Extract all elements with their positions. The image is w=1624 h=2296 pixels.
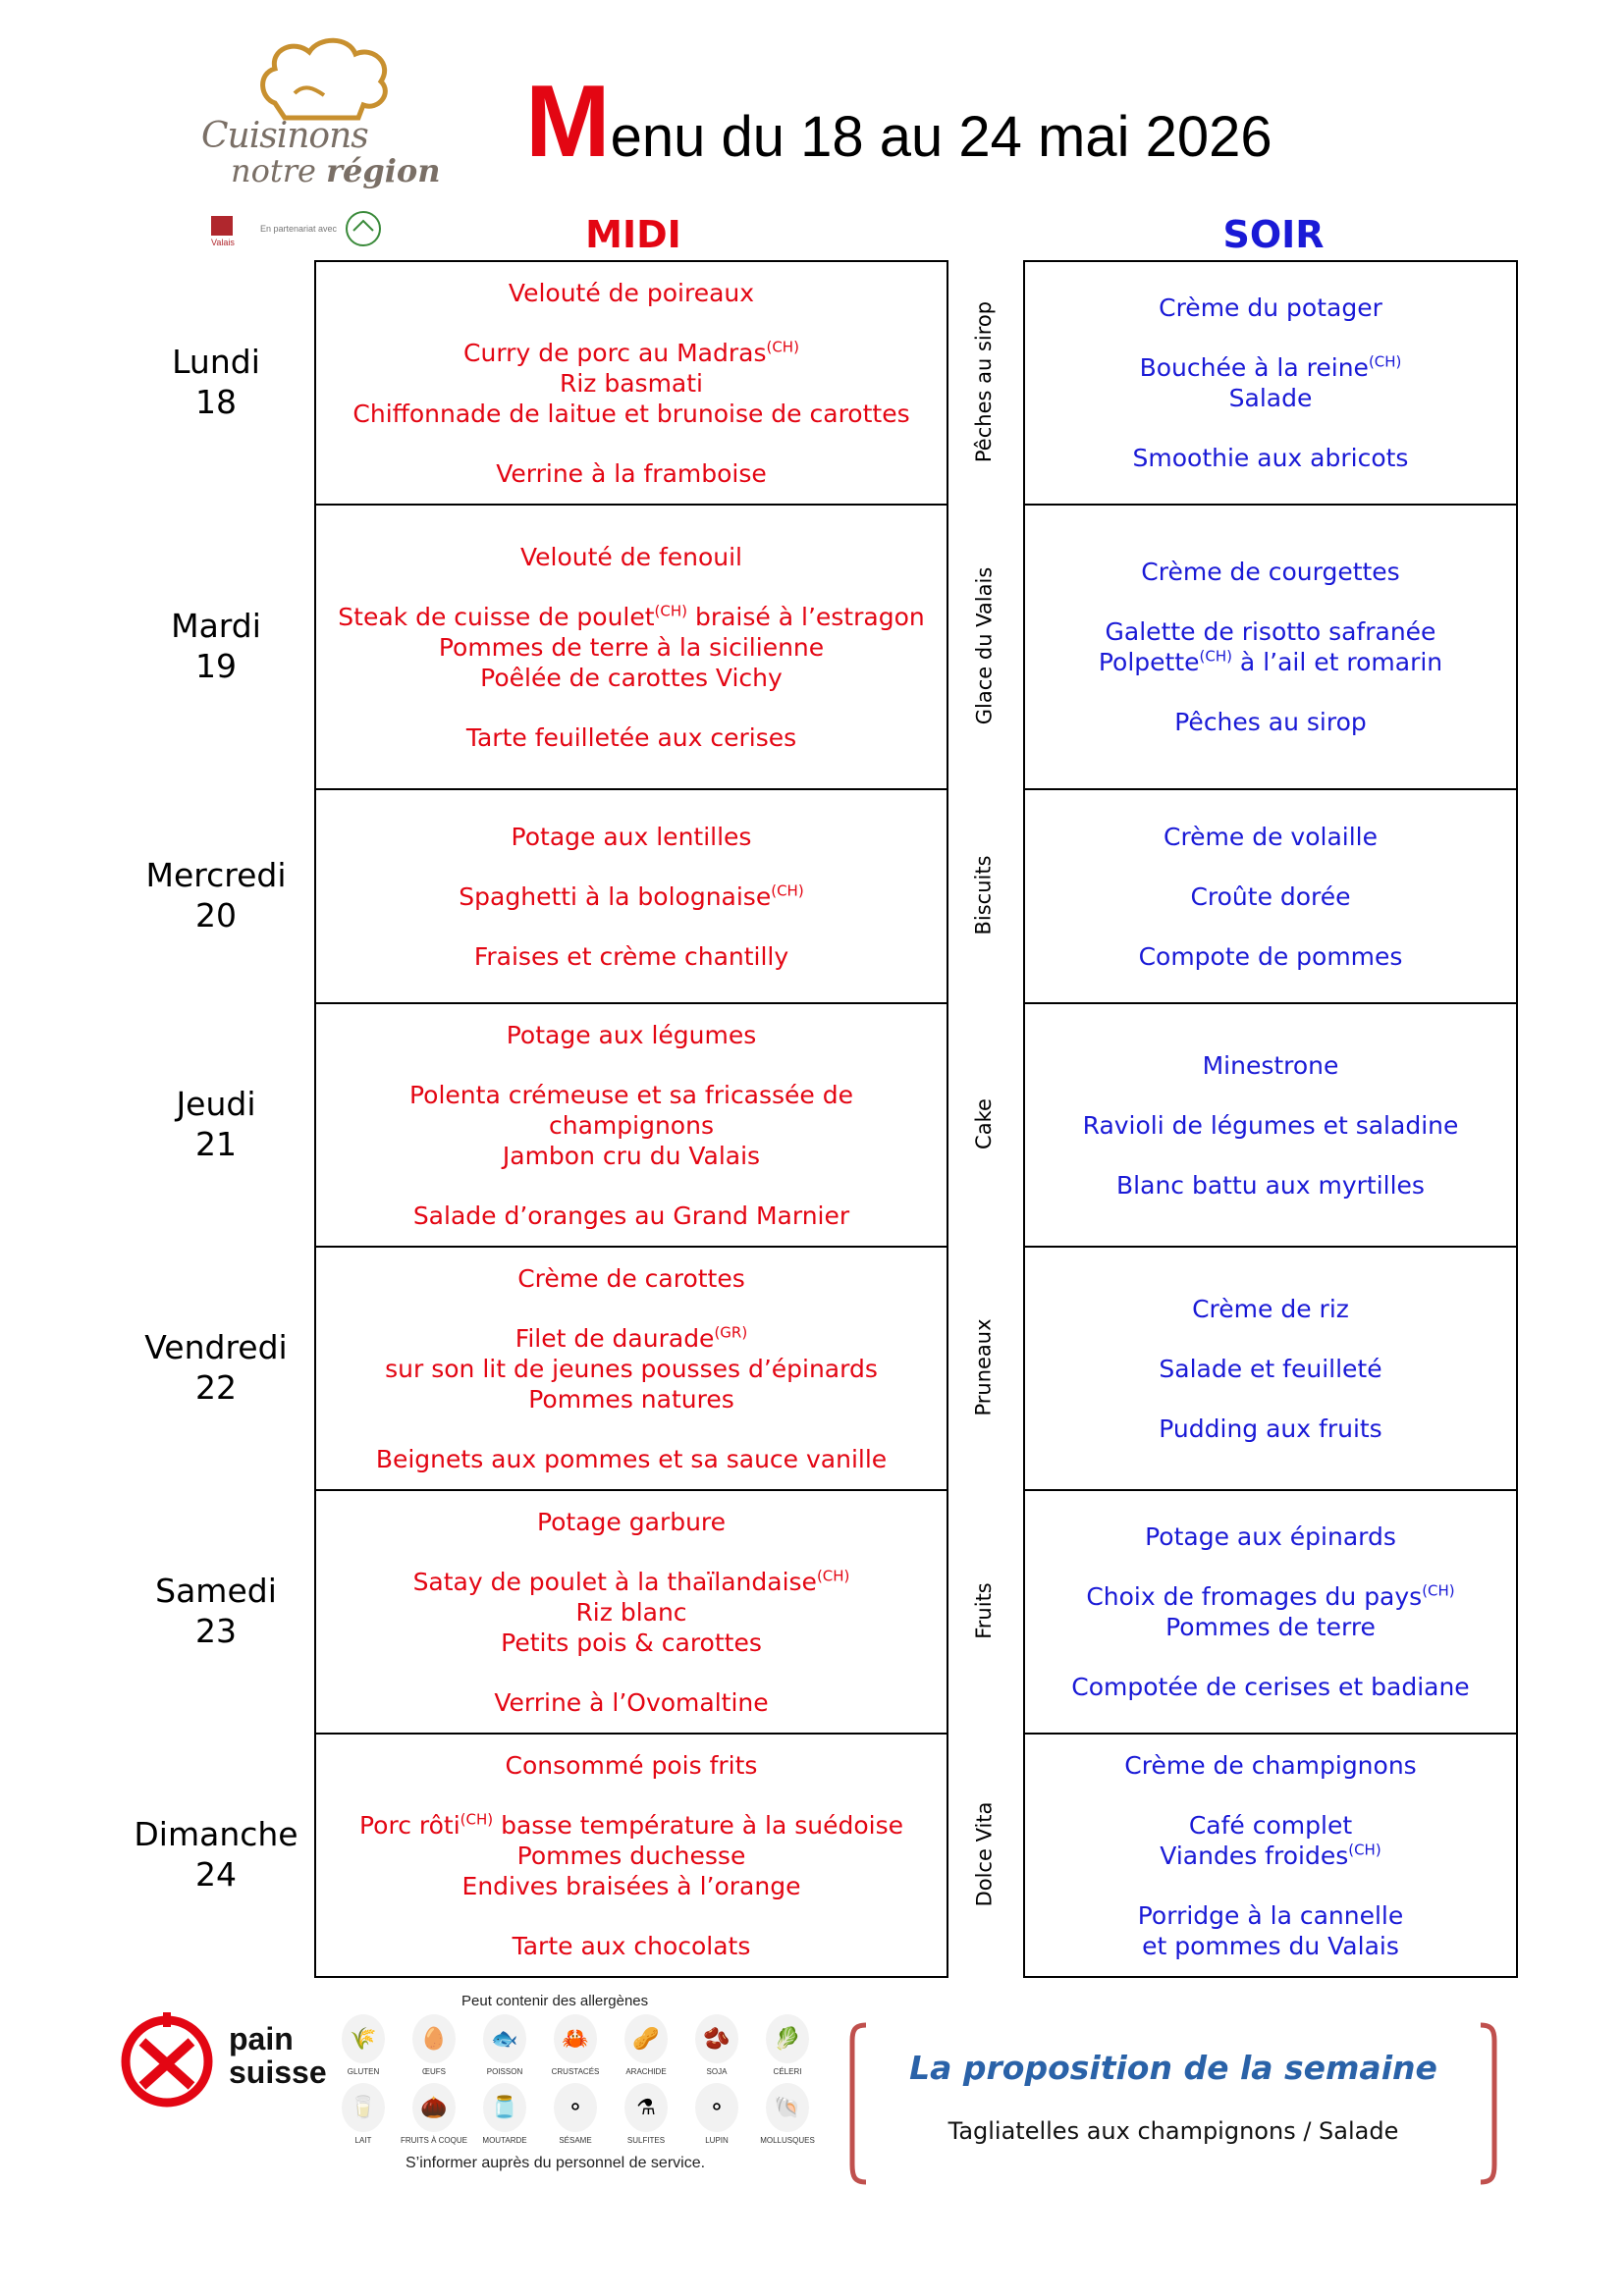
midi-dish — [409, 1080, 853, 1110]
dish-text: Velouté de fenouil — [519, 542, 742, 571]
allergen-panel — [329, 1993, 820, 2179]
allergen-label: CÉLERI — [773, 2067, 802, 2076]
day-name: Jeudi — [176, 1085, 256, 1123]
day-number: 24 — [195, 1855, 237, 1894]
dish-text: Viandes froides — [1160, 1841, 1349, 1870]
midi-cell-vendredi — [316, 1248, 947, 1491]
dish-text: Crème de riz — [1192, 1294, 1349, 1323]
day-label-mardi — [118, 606, 314, 686]
midi-cell-lundi — [316, 262, 947, 506]
midi-dish — [439, 632, 824, 663]
allergen-icon: 🌾 — [342, 2014, 385, 2063]
allergen-icon: 🦀 — [554, 2014, 597, 2063]
allergen-œufs — [400, 2014, 468, 2076]
midi-dish — [509, 278, 754, 308]
midi-dish — [496, 458, 767, 489]
origin-tag: (CH) — [816, 1567, 850, 1585]
day-name: Mercredi — [145, 856, 287, 894]
soir-cell-samedi — [1025, 1491, 1516, 1735]
midi-dish — [501, 1628, 762, 1658]
dish-text: Compote de pommes — [1138, 941, 1403, 971]
logo-line1: Cuisinons — [201, 116, 368, 156]
dish-text: Potage aux légumes — [506, 1020, 757, 1049]
allergen-label: CRUSTACÉS — [551, 2067, 600, 2076]
pain-suisse-cross-icon — [113, 2007, 226, 2110]
midi-dish — [352, 399, 909, 429]
allergen-label: FRUITS À COQUE — [400, 2136, 467, 2145]
day-name: Lundi — [172, 343, 260, 381]
soir-cell-mardi — [1025, 506, 1516, 790]
allergen-icon: 🥚 — [412, 2014, 456, 2063]
dish-text: Salade — [1228, 384, 1313, 412]
soir-table — [1023, 260, 1518, 1978]
soir-dish — [1083, 1110, 1459, 1141]
dish-text: champignons — [549, 1110, 714, 1140]
origin-tag: (CH) — [1422, 1581, 1455, 1600]
soir-dish — [1133, 443, 1409, 473]
allergen-icon: 🌰 — [412, 2083, 456, 2132]
logo-line2: notre région — [231, 152, 441, 189]
soir-dish — [1159, 1354, 1381, 1384]
valais-label: Valais — [211, 238, 235, 247]
allergen-gluten — [329, 2014, 398, 2076]
day-label-lundi — [118, 342, 314, 422]
dish-text: Potage garbure — [536, 1507, 727, 1536]
soir-heading: SOIR — [1222, 213, 1325, 256]
dish-text: Potage aux épinards — [1145, 1522, 1396, 1551]
dish-text: Pêches au sirop — [1174, 708, 1367, 736]
soir-dish — [1124, 1750, 1416, 1781]
dessert-text: Glace du Valais — [972, 566, 997, 725]
allergen-icon: 🫘 — [695, 2014, 738, 2063]
midi-dish — [413, 1201, 849, 1231]
dish-text: Crème du potager — [1159, 294, 1382, 322]
dish-text: Verrine à la framboise — [496, 458, 767, 488]
allergen-lupin — [682, 2083, 751, 2145]
day-label-vendredi — [118, 1327, 314, 1408]
allergen-soja — [682, 2014, 751, 2076]
dessert-label — [945, 504, 1023, 788]
midi-cell-jeudi — [316, 1004, 947, 1248]
origin-tag: (CH) — [766, 338, 799, 356]
dish-text: Galette de risotto safranée — [1105, 617, 1436, 646]
dish-text: Velouté de poireaux — [508, 278, 755, 307]
origin-tag: (CH) — [1348, 1841, 1381, 1859]
dish-text: braisé à l’estragon — [687, 602, 925, 631]
day-label-mercredi — [118, 855, 314, 935]
midi-dish — [513, 1931, 751, 1961]
soir-dish — [1229, 383, 1313, 413]
dish-text: Petits pois & carottes — [501, 1628, 762, 1657]
allergen-sésame — [541, 2083, 610, 2145]
allergen-moutarde — [470, 2083, 539, 2145]
pain-suisse-text: pain suisse — [229, 2021, 327, 2090]
allergen-label: LAIT — [354, 2136, 372, 2145]
midi-dish — [506, 1750, 758, 1781]
dish-text: à l’ail et romarin — [1231, 648, 1443, 676]
allergen-label: GLUTEN — [347, 2067, 380, 2076]
soir-dish — [1165, 1612, 1376, 1642]
soir-cell-mercredi — [1025, 790, 1516, 1004]
dessert-text: Fruits — [971, 1582, 996, 1639]
dish-text: Blanc battu aux myrtilles — [1116, 1170, 1425, 1200]
soir-dish — [1099, 647, 1442, 677]
midi-dish — [517, 1263, 745, 1294]
dish-text: Ravioli de légumes et saladine — [1082, 1110, 1459, 1140]
midi-dish — [359, 1810, 903, 1841]
dish-text: Polpette — [1098, 648, 1200, 676]
dish-text: Chiffonnade de laitue et brunoise de carottes — [352, 399, 910, 428]
origin-tag: (CH) — [460, 1810, 494, 1829]
midi-dish — [549, 1110, 714, 1141]
dish-text: sur son lit de jeunes pousses d’épinards — [385, 1354, 878, 1383]
soir-dish — [1190, 881, 1350, 912]
midi-dish — [507, 1020, 757, 1050]
dish-text: Potage aux lentilles — [511, 822, 752, 851]
dish-text: Salade d’oranges au Grand Marnier — [412, 1201, 850, 1230]
allergen-label: SÉSAME — [559, 2136, 592, 2145]
allergen-icon: ⚬ — [695, 2083, 738, 2132]
dessert-text: Cake — [972, 1098, 996, 1149]
dish-text: Crème de champignons — [1124, 1750, 1417, 1780]
day-name: Dimanche — [134, 1815, 298, 1853]
midi-table — [314, 260, 948, 1978]
allergen-sulfites — [612, 2083, 680, 2145]
allergen-label: SULFITES — [626, 2136, 666, 2145]
partner-label: En partenariat avec — [260, 224, 338, 234]
dish-text: Minestrone — [1202, 1050, 1339, 1080]
allergen-icon: ⚗ — [624, 2083, 668, 2132]
origin-tag: (CH) — [771, 881, 804, 900]
midi-dish — [462, 1871, 801, 1901]
allergen-icon: ⚬ — [554, 2083, 597, 2132]
dish-text: Curry de porc au Madras — [463, 338, 767, 367]
soir-cell-lundi — [1025, 262, 1516, 506]
dish-text: Smoothie aux abricots — [1132, 444, 1409, 472]
midi-dish — [494, 1687, 768, 1718]
soir-dish — [1160, 1841, 1380, 1871]
proposal-brackets — [844, 2017, 1502, 2189]
soir-dish — [1071, 1672, 1469, 1702]
dish-text: Pommes natures — [528, 1384, 734, 1414]
soir-dish — [1192, 1294, 1349, 1324]
soir-dish — [1145, 1522, 1396, 1552]
day-name: Vendredi — [144, 1328, 288, 1366]
dish-text: Pudding aux fruits — [1159, 1414, 1382, 1443]
valais-flag-icon — [211, 216, 233, 236]
allergen-label: MOUTARDE — [482, 2136, 527, 2145]
midi-dish — [520, 542, 742, 572]
midi-dish — [338, 602, 924, 632]
day-number: 18 — [195, 383, 237, 421]
dessert-label — [945, 1489, 1023, 1733]
allergen-crustacés — [541, 2014, 610, 2076]
allergen-icon: 🫙 — [483, 2083, 526, 2132]
soir-dish — [1159, 293, 1382, 323]
dish-text: Consommé pois frits — [505, 1750, 758, 1780]
midi-dish — [575, 1597, 686, 1628]
allergen-label: MOLLUSQUES — [760, 2136, 815, 2145]
dessert-text: Biscuits — [972, 855, 997, 935]
midi-dish — [560, 368, 703, 399]
allergen-label: ŒUFS — [422, 2067, 446, 2076]
dish-text: Bouchée à la reine — [1139, 353, 1369, 382]
dish-text: Porridge à la cannelle — [1137, 1900, 1404, 1930]
midi-dish — [463, 338, 799, 368]
dessert-label — [945, 260, 1023, 504]
allergen-label: POISSON — [486, 2067, 523, 2076]
dish-text: Pommes de terre à la sicilienne — [438, 632, 825, 662]
allergen-poisson — [470, 2014, 539, 2076]
midi-dish — [474, 941, 788, 972]
pain-suisse-logo — [113, 2007, 327, 2110]
soir-dish — [1139, 941, 1403, 972]
dish-text: Fraises et crème chantilly — [473, 941, 789, 971]
allergen-lait — [329, 2083, 398, 2145]
soir-dish — [1164, 822, 1378, 852]
midi-dish — [512, 822, 752, 852]
soir-cell-vendredi — [1025, 1248, 1516, 1491]
dessert-text: Pruneaux — [972, 1318, 997, 1416]
allergen-icon: 🥛 — [342, 2083, 385, 2132]
allergen-label: ARACHIDE — [625, 2067, 667, 2076]
allergen-mollusques — [753, 2083, 822, 2145]
day-name: Samedi — [155, 1572, 277, 1610]
allergen-label: LUPIN — [705, 2136, 729, 2145]
midi-dish — [515, 1323, 747, 1354]
midi-dish — [385, 1354, 878, 1384]
dish-text: Crème de carottes — [517, 1263, 745, 1293]
soir-dish — [1141, 557, 1399, 587]
day-label-jeudi — [118, 1084, 314, 1164]
soir-dish — [1086, 1581, 1454, 1612]
midi-cell-dimanche — [316, 1735, 947, 1978]
origin-tag: (CH) — [1199, 647, 1232, 666]
dish-text: Jambon cru du Valais — [502, 1141, 761, 1170]
midi-cell-samedi — [316, 1491, 947, 1735]
dish-text: Tarte feuilletée aux cerises — [465, 722, 797, 752]
day-number: 21 — [195, 1125, 237, 1163]
dish-text: Riz basmati — [559, 368, 704, 398]
dish-text: Salade et feuilleté — [1159, 1354, 1382, 1383]
dish-text: Steak de cuisse de poulet — [338, 602, 655, 631]
day-number: 22 — [195, 1368, 237, 1407]
midi-dish — [517, 1841, 746, 1871]
page-title — [525, 65, 1272, 179]
soir-dish — [1140, 352, 1402, 383]
title-initial: M — [525, 65, 611, 179]
proposal-title: La proposition de la semaine — [909, 2049, 1437, 2087]
dish-text: Beignets aux pommes et sa sauce vanille — [375, 1444, 888, 1473]
allergen-footer: S’informer auprès du personnel de service. — [406, 2155, 706, 2171]
allergen-icon: 🐚 — [766, 2083, 809, 2132]
midi-dish — [376, 1444, 887, 1474]
midi-dish — [413, 1567, 850, 1597]
midi-dish — [537, 1507, 726, 1537]
dish-text: Spaghetti à la bolognaise — [459, 881, 772, 911]
dish-text: Café complet — [1188, 1810, 1353, 1840]
midi-dish — [528, 1384, 734, 1415]
allergen-fruits-à-coque — [400, 2083, 468, 2145]
proposal-text: Tagliatelles aux champignons / Salade — [947, 2117, 1399, 2145]
dessert-label — [945, 1733, 1023, 1976]
dish-text: Satay de poulet à la thaïlandaise — [412, 1567, 817, 1596]
dessert-label — [945, 788, 1023, 1002]
soir-dish — [1116, 1170, 1425, 1201]
dish-text: Tarte aux chocolats — [512, 1931, 751, 1960]
dish-text: Croûte dorée — [1190, 881, 1351, 911]
dish-text: Poêlée de carottes Vichy — [480, 663, 783, 692]
allergen-icon: 🐟 — [483, 2014, 526, 2063]
soir-dish — [1189, 1810, 1352, 1841]
dish-text: Pommes duchesse — [516, 1841, 746, 1870]
allergen-icon: 🥜 — [624, 2014, 668, 2063]
dish-text: Choix de fromages du pays — [1086, 1582, 1423, 1611]
origin-tag: (GR) — [714, 1323, 748, 1342]
soir-dish — [1203, 1050, 1339, 1081]
soir-dish — [1174, 707, 1366, 737]
chef-hat-icon — [255, 34, 403, 123]
soir-dish — [1159, 1414, 1381, 1444]
dessert-label — [945, 1002, 1023, 1246]
midi-dish — [480, 663, 783, 693]
allergen-heading: Peut contenir des allergènes — [461, 1993, 649, 2009]
dish-text: et pommes du Valais — [1142, 1931, 1399, 1960]
midi-dish — [466, 722, 796, 753]
soir-dish — [1138, 1900, 1404, 1931]
dish-text: Pommes de terre — [1165, 1613, 1376, 1641]
weekly-proposal — [844, 2017, 1502, 2189]
dish-text: Polenta crémeuse et sa fricassée de — [408, 1080, 854, 1109]
day-number: 23 — [195, 1612, 237, 1650]
soir-dish — [1142, 1931, 1399, 1961]
dessert-text: Pêches au sirop — [972, 300, 996, 463]
soir-cell-jeudi — [1025, 1004, 1516, 1248]
allergen-arachide — [612, 2014, 680, 2076]
day-label-samedi — [118, 1571, 314, 1651]
dish-text: Riz blanc — [575, 1597, 687, 1627]
midi-dish — [459, 881, 803, 912]
dish-text: Endives braisées à l’orange — [461, 1871, 801, 1900]
day-number: 20 — [195, 896, 237, 934]
midi-heading: MIDI — [585, 213, 681, 256]
allergen-label: SOJA — [706, 2067, 728, 2076]
dish-text: Verrine à l’Ovomaltine — [494, 1687, 769, 1717]
dish-text: basse température à la suédoise — [493, 1810, 903, 1840]
dessert-text: Dolce Vita — [972, 1801, 996, 1907]
day-number: 19 — [195, 647, 237, 685]
dish-text: Porc rôti — [358, 1810, 460, 1840]
midi-dish — [503, 1141, 760, 1171]
midi-cell-mardi — [316, 506, 947, 790]
origin-tag: (CH) — [654, 602, 688, 620]
midi-cell-mercredi — [316, 790, 947, 1004]
day-label-dimanche — [118, 1814, 314, 1895]
origin-tag: (CH) — [1368, 352, 1402, 371]
allergen-icon: 🥬 — [766, 2014, 809, 2063]
dessert-label — [945, 1246, 1023, 1489]
dish-text: Crème de courgettes — [1141, 558, 1400, 586]
soir-cell-dimanche — [1025, 1735, 1516, 1978]
dish-text: Crème de volaille — [1163, 822, 1379, 851]
dish-text: Compotée de cerises et badiane — [1071, 1673, 1470, 1701]
allergen-céleri — [753, 2014, 822, 2076]
soir-dish — [1106, 616, 1436, 647]
day-name: Mardi — [171, 607, 261, 645]
dish-text: Filet de daurade — [514, 1323, 715, 1353]
title-rest: enu du 18 au 24 mai 2026 — [610, 105, 1272, 169]
